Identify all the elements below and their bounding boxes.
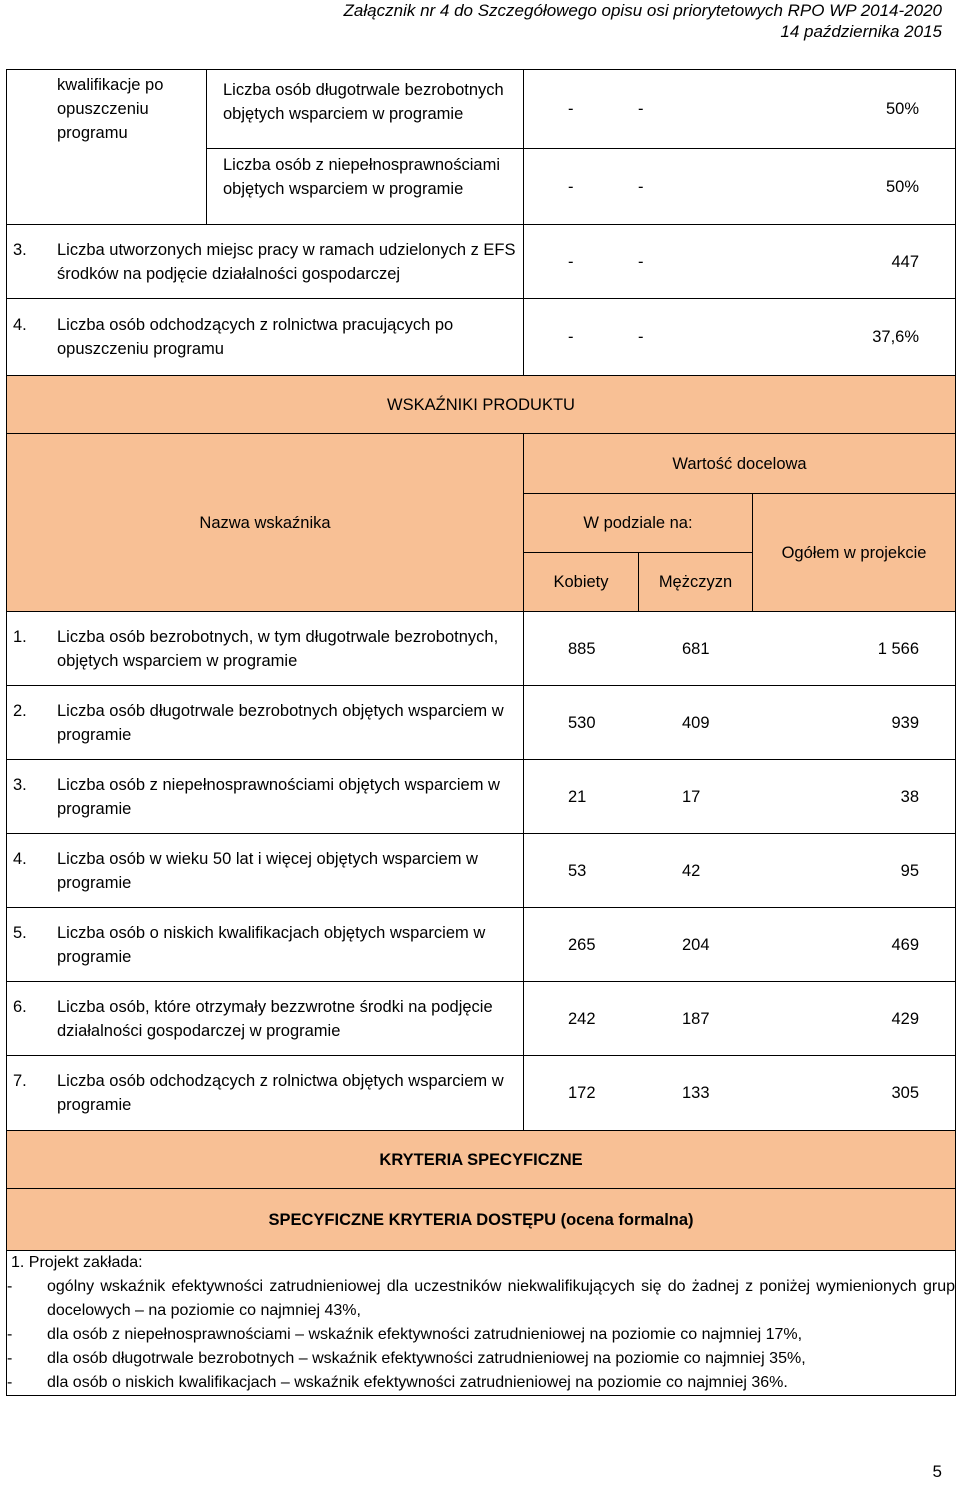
product-row-1-total: 1 566 xyxy=(877,639,920,658)
product-row-5-men: 204 xyxy=(682,935,710,954)
product-row-4-label xyxy=(7,834,524,908)
product-row-2-num: 2. xyxy=(13,701,27,720)
document-header xyxy=(344,0,942,42)
criteria-item-3-text: dla osób długotrwale bezrobotnych – wskaźnik efektywności zatrudnieniowej na poziomie co najmniej 35%, xyxy=(47,1350,806,1367)
product-row-6-women: 242 xyxy=(568,1009,596,1028)
result-row-1a xyxy=(7,70,956,149)
result-sub1-men: - xyxy=(638,100,644,118)
product-row xyxy=(7,760,956,834)
criteria-body-row xyxy=(7,1251,956,1396)
criteria-title: KRYTERIA SPECYFICZNE xyxy=(7,1131,956,1189)
criteria-dash: - xyxy=(7,1278,13,1295)
product-row-6-text: Liczba osób, które otrzymały bezzwrotne środki na podjęcie działalności gospodarczej w programie xyxy=(57,997,493,1040)
product-row-5-women: 265 xyxy=(568,935,596,954)
product-row xyxy=(7,612,956,686)
result-row-3-total: 447 xyxy=(891,252,920,271)
criteria-subtitle-row xyxy=(7,1189,956,1251)
product-row-4-values xyxy=(524,834,956,908)
result-row-4-women: - xyxy=(568,328,574,346)
result-row-3-values xyxy=(524,225,956,299)
col-men: Mężczyzn xyxy=(639,553,753,612)
product-row-1-values xyxy=(524,612,956,686)
col-target-value: Wartość docelowa xyxy=(524,434,956,494)
product-row-1-num: 1. xyxy=(13,627,27,646)
criteria-dash: - xyxy=(7,1326,13,1343)
product-row-6-total: 429 xyxy=(891,1009,920,1028)
product-row-3-label xyxy=(7,760,524,834)
product-row-3-women: 21 xyxy=(568,787,587,806)
criteria-subtitle: SPECYFICZNE KRYTERIA DOSTĘPU (ocena formalna) xyxy=(7,1189,956,1251)
product-row-2-text: Liczba osób długotrwale bezrobotnych objętych wsparciem w programie xyxy=(57,701,504,744)
product-row xyxy=(7,982,956,1056)
product-row-2-women: 530 xyxy=(568,713,596,732)
result-row-4 xyxy=(7,299,956,376)
criteria-item xyxy=(7,1323,955,1347)
product-row-2-men: 409 xyxy=(682,713,710,732)
col-indicator-name: Nazwa wskaźnika xyxy=(7,434,524,612)
product-row-4-total: 95 xyxy=(900,861,920,880)
product-row-6-label xyxy=(7,982,524,1056)
criteria-item xyxy=(7,1347,955,1371)
result-row-3-text: Liczba utworzonych miejsc pracy w ramach udzielonych z EFS środków na podjęcie działalności gospodarczej xyxy=(57,240,516,283)
product-row-4-men: 42 xyxy=(682,861,701,880)
product-row-7-label xyxy=(7,1056,524,1131)
result-row-3 xyxy=(7,225,956,299)
criteria-item-2-text: dla osób z niepełnosprawnościami – wskaźnik efektywności zatrudnieniowej na poziomie co najmniej 17%, xyxy=(47,1326,803,1343)
criteria-item-1-text: ogólny wskaźnik efektywności zatrudnieniowej dla uczestników niekwalifikujących się do żadnej z poniżej wymienionych grup docelowych – na poziomie co najmniej 43%, xyxy=(47,1278,956,1319)
product-row-5-values xyxy=(524,908,956,982)
product-row-4-women: 53 xyxy=(568,861,587,880)
criteria-item-4-text: dla osób o niskich kwalifikacjach – wskaźnik efektywności zatrudnieniowej na poziomie co najmniej 36%. xyxy=(47,1374,788,1391)
criteria-dash: - xyxy=(7,1374,13,1391)
result-row-3-men: - xyxy=(638,252,644,271)
result-row-3-label xyxy=(7,225,524,299)
result-sub2-total: 50% xyxy=(886,177,920,196)
result-row-4-total: 37,6% xyxy=(872,328,920,346)
result-row-3-num: 3. xyxy=(13,240,27,259)
product-row-3-total: 38 xyxy=(900,787,920,806)
result-row-3-women: - xyxy=(568,252,574,271)
product-row-7-men: 133 xyxy=(682,1084,710,1102)
product-row-5-num: 5. xyxy=(13,923,27,942)
product-row-6-num: 6. xyxy=(13,997,27,1016)
result-row-4-num: 4. xyxy=(13,316,27,334)
product-row-3-text: Liczba osób z niepełnosprawnościami objętych wsparciem w programie xyxy=(57,775,500,818)
group-label: kwalifikacje po opuszczeniu programu xyxy=(7,70,207,225)
criteria-intro: 1. Projekt zakłada: xyxy=(11,1254,143,1271)
result-sub2-label: Liczba osób z niepełnosprawnościami objętych wsparciem w programie xyxy=(207,149,524,225)
product-row xyxy=(7,686,956,760)
criteria-title-row xyxy=(7,1131,956,1189)
product-row-1-label xyxy=(7,612,524,686)
product-row-5-total: 469 xyxy=(891,935,920,954)
product-row xyxy=(7,1056,956,1131)
product-row-1-women: 885 xyxy=(568,639,596,658)
result-sub2-women: - xyxy=(568,177,574,196)
result-row-4-text: Liczba osób odchodzących z rolnictwa pracujących po opuszczeniu programu xyxy=(57,316,454,358)
result-sub1-values xyxy=(524,70,956,149)
product-row-3-num: 3. xyxy=(13,775,27,794)
result-sub2-values xyxy=(524,149,956,225)
product-section-header xyxy=(7,376,956,434)
product-row-3-men: 17 xyxy=(682,787,701,806)
product-row-1-men: 681 xyxy=(682,639,710,658)
product-row-6-men: 187 xyxy=(682,1009,710,1028)
result-sub1-label: Liczba osób długotrwale bezrobotnych objętych wsparciem w programie xyxy=(207,70,524,149)
result-sub1-women: - xyxy=(568,100,574,118)
criteria-dash: - xyxy=(7,1350,13,1367)
result-sub1-total: 50% xyxy=(886,100,920,118)
product-row xyxy=(7,834,956,908)
product-row-7-values xyxy=(524,1056,956,1131)
col-women: Kobiety xyxy=(524,553,639,612)
col-split: W podziale na: xyxy=(524,494,753,553)
product-row-6-values xyxy=(524,982,956,1056)
criteria-body xyxy=(7,1251,956,1396)
product-header-row-1 xyxy=(7,434,956,494)
criteria-item xyxy=(7,1275,955,1323)
product-row-2-label xyxy=(7,686,524,760)
product-row-7-women: 172 xyxy=(568,1084,596,1102)
product-row-7-text: Liczba osób odchodzących z rolnictwa objętych wsparciem w programie xyxy=(57,1072,504,1114)
product-section-title: WSKAŹNIKI PRODUKTU xyxy=(7,376,956,434)
product-row-2-values xyxy=(524,686,956,760)
header-line-1: Załącznik nr 4 do Szczegółowego opisu osi priorytetowych RPO WP 2014-2020 xyxy=(343,1,942,20)
page-number: 5 xyxy=(932,1462,942,1481)
result-sub2-men: - xyxy=(638,177,644,196)
product-row-2-total: 939 xyxy=(891,713,920,732)
product-row-1-text: Liczba osób bezrobotnych, w tym długotrwale bezrobotnych, objętych wsparciem w programie xyxy=(57,627,499,670)
product-row-7-total: 305 xyxy=(891,1084,920,1102)
col-total: Ogółem w projekcie xyxy=(753,494,956,612)
product-row-5-text: Liczba osób o niskich kwalifikacjach objętych wsparciem w programie xyxy=(57,923,486,966)
result-row-4-values xyxy=(524,299,956,376)
indicators-table xyxy=(6,69,956,1396)
result-row-4-men: - xyxy=(638,328,644,346)
product-row-3-values xyxy=(524,760,956,834)
product-row-4-num: 4. xyxy=(13,849,27,868)
product-row-5-label xyxy=(7,908,524,982)
product-row xyxy=(7,908,956,982)
criteria-item xyxy=(7,1371,955,1395)
header-line-2: 14 października 2015 xyxy=(780,22,942,41)
product-row-7-num: 7. xyxy=(13,1072,27,1090)
result-row-4-label xyxy=(7,299,524,376)
product-row-4-text: Liczba osób w wieku 50 lat i więcej objętych wsparciem w programie xyxy=(57,849,478,892)
